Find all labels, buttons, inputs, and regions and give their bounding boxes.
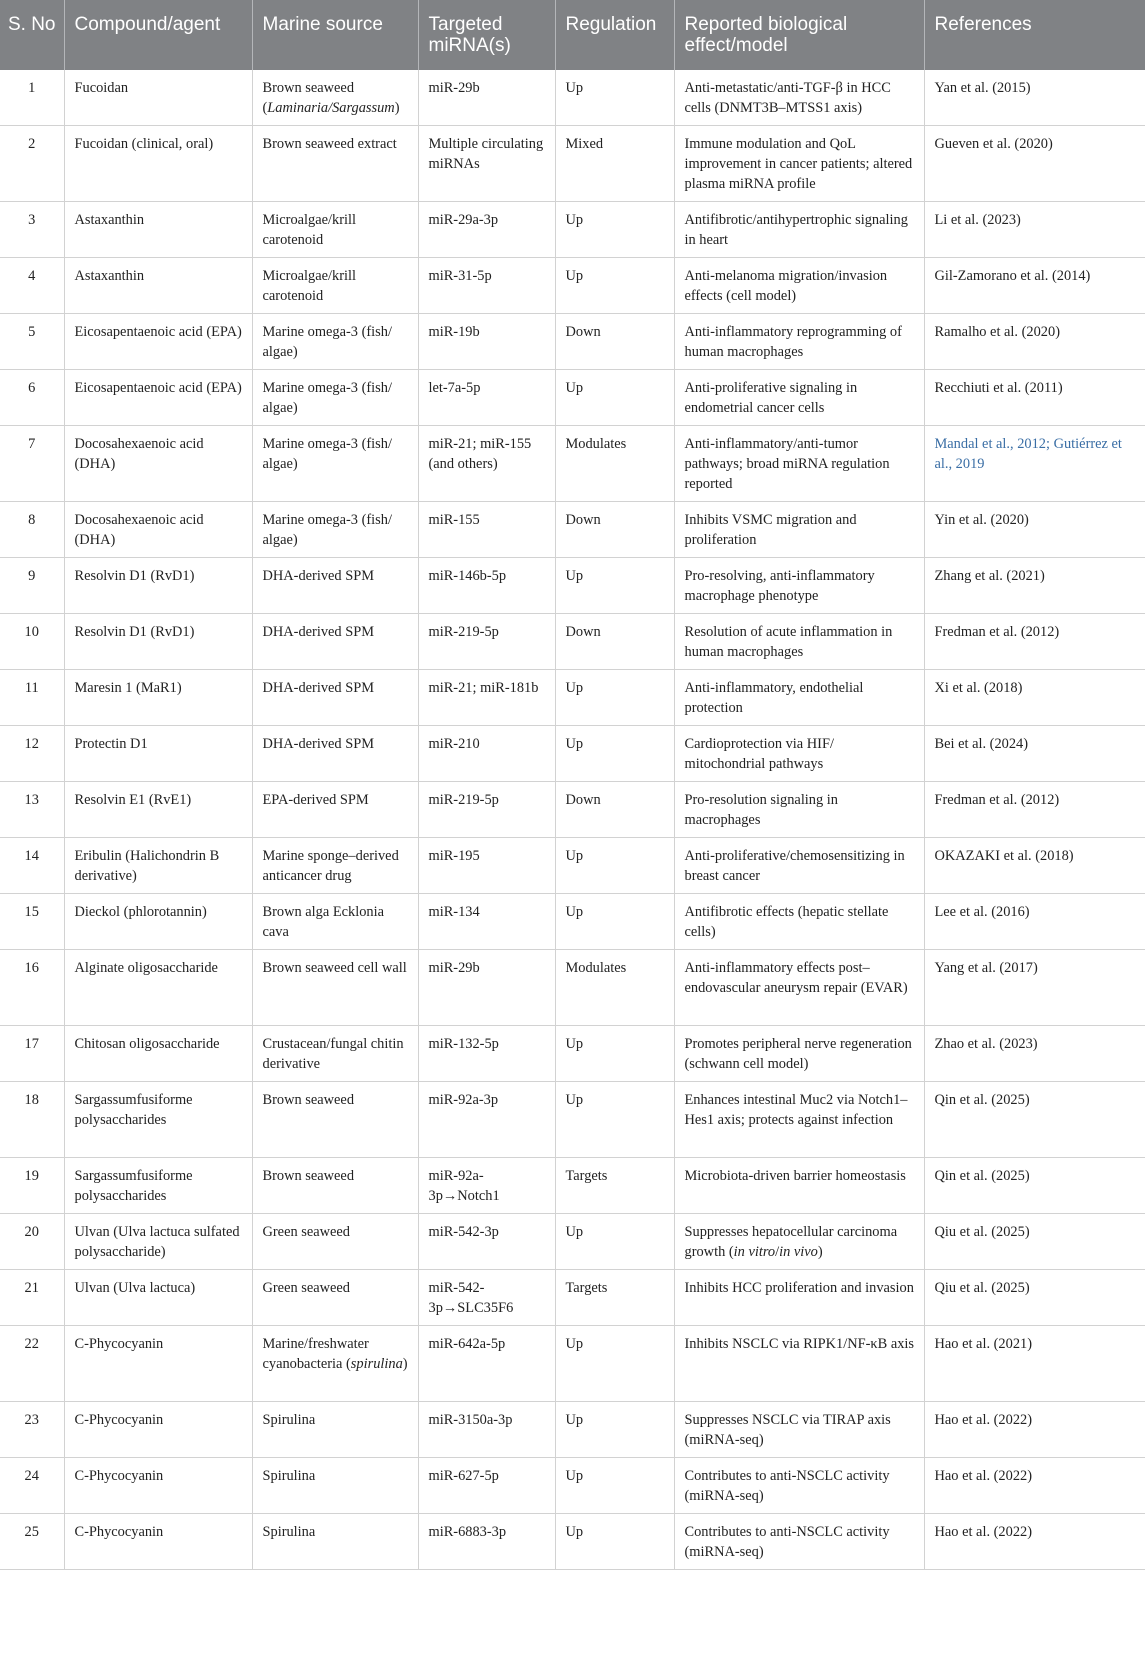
cell-source: Brown seaweed cell wall: [252, 950, 418, 1026]
cell-no: 15: [0, 894, 64, 950]
table-row: [0, 1270, 1145, 1326]
cell-mirna: miR-29a-3p: [418, 202, 555, 258]
cell-effect: Inhibits NSCLC via RIPK1/NF-κB axis: [674, 1326, 924, 1402]
cell-mirna: miR-146b-5p: [418, 558, 555, 614]
cell-mirna: miR-92a-3p→Notch1: [418, 1158, 555, 1214]
source-text: ): [402, 1356, 408, 1372]
cell-no: 10: [0, 614, 64, 670]
cell-source: Green seaweed: [252, 1214, 418, 1270]
cell-reference: Gil-Zamorano et al. (2014): [924, 258, 1145, 314]
cell-reference: Hao et al. (2022): [924, 1402, 1145, 1458]
cell-compound: Resolvin D1 (RvD1): [64, 558, 252, 614]
cell-source: Marine omega-3 (fish/ algae): [252, 426, 418, 502]
cell-regulation: Up: [555, 1402, 674, 1458]
cell-no: 6: [0, 370, 64, 426]
cell-mirna: miR-219-5p: [418, 614, 555, 670]
cell-mirna: miR-132-5p: [418, 1026, 555, 1082]
cell-regulation: Targets: [555, 1158, 674, 1214]
cell-regulation: Up: [555, 670, 674, 726]
header-no: S. No: [0, 0, 64, 70]
cell-mirna: miR-642a-5p: [418, 1326, 555, 1402]
cell-source: EPA-derived SPM: [252, 782, 418, 838]
table-row: [0, 614, 1145, 670]
cell-effect: Pro-resolution signaling in macrophages: [674, 782, 924, 838]
cell-compound: C-Phycocyanin: [64, 1326, 252, 1402]
cell-effect: Pro-resolving, anti-inflammatory macrophage phenotype: [674, 558, 924, 614]
cell-mirna: miR-31-5p: [418, 258, 555, 314]
cell-regulation: Down: [555, 314, 674, 370]
cell-reference: Hao et al. (2021): [924, 1326, 1145, 1402]
cell-compound: Fucoidan (clinical, oral): [64, 126, 252, 202]
cell-source: Microalgae/krill carotenoid: [252, 258, 418, 314]
header-regulation: Regulation: [555, 0, 674, 70]
cell-source: DHA-derived SPM: [252, 558, 418, 614]
table-row: [0, 370, 1145, 426]
cell-reference: Fredman et al. (2012): [924, 614, 1145, 670]
cell-regulation: Up: [555, 258, 674, 314]
cell-no: 25: [0, 1514, 64, 1570]
table-row: [0, 314, 1145, 370]
table-row: [0, 502, 1145, 558]
header-source: Marine source: [252, 0, 418, 70]
effect-italic: in vivo: [779, 1244, 818, 1260]
cell-compound: C-Phycocyanin: [64, 1402, 252, 1458]
cell-effect: Microbiota-driven barrier homeostasis: [674, 1158, 924, 1214]
table-row: [0, 1082, 1145, 1158]
cell-mirna: miR-627-5p: [418, 1458, 555, 1514]
cell-reference: Qiu et al. (2025): [924, 1214, 1145, 1270]
cell-no: 21: [0, 1270, 64, 1326]
table-row: [0, 258, 1145, 314]
table-row: [0, 1326, 1145, 1402]
cell-mirna: miR-92a-3p: [418, 1082, 555, 1158]
table-row: [0, 70, 1145, 126]
table-row: [0, 1402, 1145, 1458]
cell-reference: Yan et al. (2015): [924, 70, 1145, 126]
cell-regulation: Up: [555, 558, 674, 614]
cell-mirna: miR-21; miR-181b: [418, 670, 555, 726]
cell-compound: Docosahexaenoic acid (DHA): [64, 426, 252, 502]
cell-regulation: Up: [555, 1026, 674, 1082]
cell-effect: Suppresses NSCLC via TIRAP axis (miRNA-seq): [674, 1402, 924, 1458]
cell-effect: Anti-inflammatory reprogramming of human macrophages: [674, 314, 924, 370]
cell-compound: Chitosan oligosaccharide: [64, 1026, 252, 1082]
cell-compound: Eicosapentaenoic acid (EPA): [64, 370, 252, 426]
cell-source: Spirulina: [252, 1402, 418, 1458]
cell-regulation: Down: [555, 502, 674, 558]
cell-source: DHA-derived SPM: [252, 614, 418, 670]
cell-reference: Bei et al. (2024): [924, 726, 1145, 782]
cell-source: Green seaweed: [252, 1270, 418, 1326]
cell-no: 5: [0, 314, 64, 370]
cell-regulation: Up: [555, 1214, 674, 1270]
source-italic: Laminaria/Sargassum: [267, 100, 395, 116]
cell-no: 17: [0, 1026, 64, 1082]
cell-no: 24: [0, 1458, 64, 1514]
cell-no: 7: [0, 426, 64, 502]
cell-reference: Qin et al. (2025): [924, 1082, 1145, 1158]
cell-no: 23: [0, 1402, 64, 1458]
cell-effect: Anti-metastatic/anti-TGF-β in HCC cells (DNMT3B–MTSS1 axis): [674, 70, 924, 126]
effect-text: /: [775, 1244, 780, 1260]
cell-source: Brown alga Ecklonia cava: [252, 894, 418, 950]
cell-effect: Inhibits HCC proliferation and invasion: [674, 1270, 924, 1326]
cell-source: DHA-derived SPM: [252, 726, 418, 782]
cell-compound: Sargassumfusiforme polysaccharides: [64, 1158, 252, 1214]
cell-mirna: miR-134: [418, 894, 555, 950]
cell-no: 16: [0, 950, 64, 1026]
cell-effect: Antifibrotic effects (hepatic stellate cells): [674, 894, 924, 950]
cell-no: 11: [0, 670, 64, 726]
cell-mirna: miR-21; miR-155 (and others): [418, 426, 555, 502]
cell-compound: Ulvan (Ulva lactuca): [64, 1270, 252, 1326]
cell-mirna: let-7a-5p: [418, 370, 555, 426]
table-row: [0, 1514, 1145, 1570]
header-mirna: Targeted miRNA(s): [418, 0, 555, 70]
cell-no: 12: [0, 726, 64, 782]
cell-regulation: Up: [555, 1514, 674, 1570]
table-row: [0, 670, 1145, 726]
cell-effect: Contributes to anti-NSCLC activity (miRNA-seq): [674, 1514, 924, 1570]
cell-reference: Qin et al. (2025): [924, 1158, 1145, 1214]
cell-mirna: miR-3150a-3p: [418, 1402, 555, 1458]
table-row: [0, 894, 1145, 950]
cell-compound: Astaxanthin: [64, 202, 252, 258]
cell-source: Marine sponge–derived anticancer drug: [252, 838, 418, 894]
cell-compound: C-Phycocyanin: [64, 1514, 252, 1570]
cell-compound: Astaxanthin: [64, 258, 252, 314]
cell-source: [252, 70, 418, 126]
cell-reference: Yang et al. (2017): [924, 950, 1145, 1026]
cell-effect: Anti-inflammatory, endothelial protection: [674, 670, 924, 726]
cell-no: 8: [0, 502, 64, 558]
cell-reference: OKAZAKI et al. (2018): [924, 838, 1145, 894]
cell-source: Brown seaweed: [252, 1082, 418, 1158]
cell-compound: Maresin 1 (MaR1): [64, 670, 252, 726]
source-text: Brown seaweed (: [262, 80, 355, 116]
cell-compound: Ulvan (Ulva lactuca sulfated polysaccharide): [64, 1214, 252, 1270]
cell-effect: [674, 1214, 924, 1270]
cell-effect: Anti-inflammatory/anti-tumor pathways; broad miRNA regulation reported: [674, 426, 924, 502]
cell-reference: Lee et al. (2016): [924, 894, 1145, 950]
header-compound: Compound/agent: [64, 0, 252, 70]
cell-source: Crustacean/fungal chitin derivative: [252, 1026, 418, 1082]
cell-source: Brown seaweed extract: [252, 126, 418, 202]
cell-compound: C-Phycocyanin: [64, 1458, 252, 1514]
table-body: [0, 70, 1145, 1570]
cell-effect: Inhibits VSMC migration and proliferation: [674, 502, 924, 558]
cell-regulation: Mixed: [555, 126, 674, 202]
table-row: [0, 1158, 1145, 1214]
cell-regulation: Down: [555, 614, 674, 670]
cell-effect: Resolution of acute inflammation in human macrophages: [674, 614, 924, 670]
cell-compound: Dieckol (phlorotannin): [64, 894, 252, 950]
cell-reference: Fredman et al. (2012): [924, 782, 1145, 838]
cell-mirna: miR-542-3p→SLC35F6: [418, 1270, 555, 1326]
cell-no: 22: [0, 1326, 64, 1402]
header-effect: Reported biological effect/model: [674, 0, 924, 70]
cell-mirna: miR-219-5p: [418, 782, 555, 838]
cell-no: 14: [0, 838, 64, 894]
cell-effect: Immune modulation and QoL improvement in cancer patients; altered plasma miRNA profile: [674, 126, 924, 202]
cell-mirna: miR-210: [418, 726, 555, 782]
cell-reference: Recchiuti et al. (2011): [924, 370, 1145, 426]
cell-mirna: miR-542-3p: [418, 1214, 555, 1270]
cell-regulation: Up: [555, 370, 674, 426]
cell-effect: Antifibrotic/antihypertrophic signaling in heart: [674, 202, 924, 258]
cell-effect: Anti-proliferative/chemosensitizing in breast cancer: [674, 838, 924, 894]
cell-regulation: Up: [555, 202, 674, 258]
cell-mirna: miR-6883-3p: [418, 1514, 555, 1570]
source-text: Marine/freshwater cyanobacteria (: [262, 1336, 369, 1372]
cell-compound: Eicosapentaenoic acid (EPA): [64, 314, 252, 370]
table-row: [0, 126, 1145, 202]
cell-regulation: Up: [555, 70, 674, 126]
cell-source: Marine omega-3 (fish/ algae): [252, 314, 418, 370]
cell-source: Microalgae/krill carotenoid: [252, 202, 418, 258]
cell-compound: Eribulin (Halichondrin B derivative): [64, 838, 252, 894]
cell-effect: Anti-inflammatory effects post–endovascular aneurysm repair (EVAR): [674, 950, 924, 1026]
cell-regulation: Up: [555, 894, 674, 950]
cell-regulation: Targets: [555, 1270, 674, 1326]
cell-effect: Promotes peripheral nerve regeneration (schwann cell model): [674, 1026, 924, 1082]
table-row: [0, 426, 1145, 502]
cell-regulation: Up: [555, 1082, 674, 1158]
cell-no: 9: [0, 558, 64, 614]
cell-effect: Contributes to anti-NSCLC activity (miRNA-seq): [674, 1458, 924, 1514]
table-row: [0, 1214, 1145, 1270]
cell-compound: Protectin D1: [64, 726, 252, 782]
cell-source: Marine omega-3 (fish/ algae): [252, 502, 418, 558]
cell-effect: Anti-proliferative signaling in endometrial cancer cells: [674, 370, 924, 426]
cell-regulation: Up: [555, 1458, 674, 1514]
cell-regulation: Down: [555, 782, 674, 838]
table-row: [0, 202, 1145, 258]
cell-source: [252, 1326, 418, 1402]
cell-compound: Resolvin D1 (RvD1): [64, 614, 252, 670]
cell-mirna: miR-155: [418, 502, 555, 558]
cell-no: 1: [0, 70, 64, 126]
cell-compound: Resolvin E1 (RvE1): [64, 782, 252, 838]
cell-mirna: miR-19b: [418, 314, 555, 370]
table-row: [0, 838, 1145, 894]
effect-italic: in vitro: [733, 1244, 776, 1260]
cell-regulation: Up: [555, 1326, 674, 1402]
cell-reference: Li et al. (2023): [924, 202, 1145, 258]
cell-mirna: miR-29b: [418, 70, 555, 126]
cell-regulation: Modulates: [555, 426, 674, 502]
cell-source: Brown seaweed: [252, 1158, 418, 1214]
source-text: ): [394, 100, 400, 116]
cell-no: 20: [0, 1214, 64, 1270]
reference-link[interactable]: Mandal et al., 2012; Gutiérrez et al., 2019: [924, 426, 1145, 502]
cell-compound: Docosahexaenoic acid (DHA): [64, 502, 252, 558]
cell-source: Marine omega-3 (fish/ algae): [252, 370, 418, 426]
cell-mirna: miR-195: [418, 838, 555, 894]
cell-effect: Anti-melanoma migration/invasion effects (cell model): [674, 258, 924, 314]
cell-reference: Xi et al. (2018): [924, 670, 1145, 726]
cell-source: DHA-derived SPM: [252, 670, 418, 726]
cell-no: 18: [0, 1082, 64, 1158]
source-italic: spirulina: [350, 1356, 403, 1372]
cell-mirna: Multiple circulating miRNAs: [418, 126, 555, 202]
cell-mirna: miR-29b: [418, 950, 555, 1026]
cell-no: 13: [0, 782, 64, 838]
table-row: [0, 1026, 1145, 1082]
cell-source: Spirulina: [252, 1514, 418, 1570]
cell-reference: Zhao et al. (2023): [924, 1026, 1145, 1082]
header-references: References: [924, 0, 1145, 70]
cell-reference: Hao et al. (2022): [924, 1514, 1145, 1570]
cell-effect: Enhances intestinal Muc2 via Notch1–Hes1 axis; protects against infection: [674, 1082, 924, 1158]
cell-regulation: Up: [555, 726, 674, 782]
cell-reference: Zhang et al. (2021): [924, 558, 1145, 614]
effect-text: ): [817, 1244, 823, 1260]
cell-reference: Gueven et al. (2020): [924, 126, 1145, 202]
cell-regulation: Up: [555, 838, 674, 894]
cell-source: Spirulina: [252, 1458, 418, 1514]
cell-no: 19: [0, 1158, 64, 1214]
cell-effect: Cardioprotection via HIF/ mitochondrial pathways: [674, 726, 924, 782]
table-row: [0, 1458, 1145, 1514]
cell-no: 2: [0, 126, 64, 202]
cell-reference: Yin et al. (2020): [924, 502, 1145, 558]
table-row: [0, 558, 1145, 614]
table-header: [0, 0, 1145, 70]
cell-no: 3: [0, 202, 64, 258]
table-row: [0, 726, 1145, 782]
cell-compound: Alginate oligosaccharide: [64, 950, 252, 1026]
effect-text: Suppresses hepatocellular carcinoma growth (: [684, 1224, 898, 1260]
cell-reference: Hao et al. (2022): [924, 1458, 1145, 1514]
cell-reference: Qiu et al. (2025): [924, 1270, 1145, 1326]
cell-regulation: Modulates: [555, 950, 674, 1026]
cell-no: 4: [0, 258, 64, 314]
cell-compound: Fucoidan: [64, 70, 252, 126]
cell-compound: Sargassumfusiforme polysaccharides: [64, 1082, 252, 1158]
cell-reference: Ramalho et al. (2020): [924, 314, 1145, 370]
table-row: [0, 950, 1145, 1026]
table-row: [0, 782, 1145, 838]
